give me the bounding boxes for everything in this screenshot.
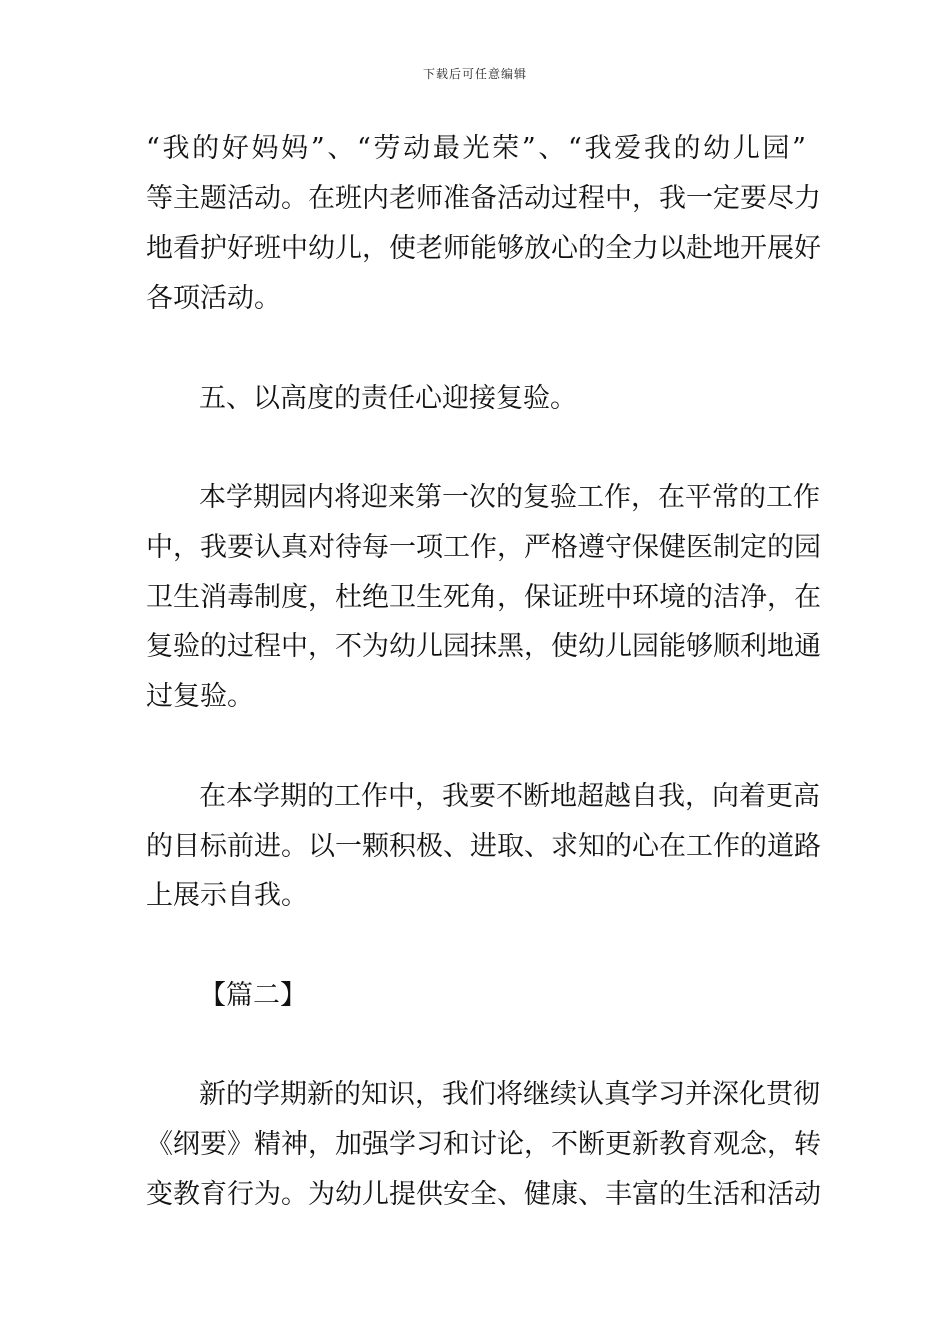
section-heading: 【篇二】 — [199, 980, 307, 1011]
text-line: 各项活动。 — [146, 283, 281, 314]
text-line: 中，我要认真对待每一项工作，严格遵守保健医制定的园 — [146, 532, 821, 563]
text-line: 复验的过程中，不为幼儿园抹黑，使幼儿园能够顺利地通 — [146, 631, 821, 662]
text-line: 在本学期的工作中，我要不断地超越自我，向着更高 — [199, 781, 820, 812]
text-line: 卫生消毒制度，杜绝卫生死角，保证班中环境的洁净，在 — [146, 582, 821, 613]
text-line: “我的好妈妈”、“劳动最光荣”、“我爱我的幼儿园” — [146, 133, 806, 164]
text-line: 过复验。 — [146, 681, 254, 712]
text-line: 的目标前进。以一颗积极、进取、求知的心在工作的道路 — [146, 831, 821, 862]
text-line: 新的学期新的知识，我们将继续认真学习并深化贯彻 — [199, 1079, 820, 1110]
page-header: 下载后可任意编辑 — [422, 67, 527, 81]
section-heading: 五、以高度的责任心迎接复验。 — [199, 383, 577, 414]
text-line: 变教育行为。为幼儿提供安全、健康、丰富的生活和活动 — [146, 1179, 821, 1210]
text-line: 上展示自我。 — [146, 880, 308, 911]
text-line: 地看护好班中幼儿，使老师能够放心的全力以赴地开展好 — [146, 233, 821, 264]
text-line: 本学期园内将迎来第一次的复验工作，在平常的工作 — [199, 482, 820, 513]
text-line: 等主题活动。在班内老师准备活动过程中，我一定要尽力 — [146, 183, 821, 214]
text-line: 《纲要》精神，加强学习和讨论，不断更新教育观念，转 — [146, 1129, 821, 1160]
